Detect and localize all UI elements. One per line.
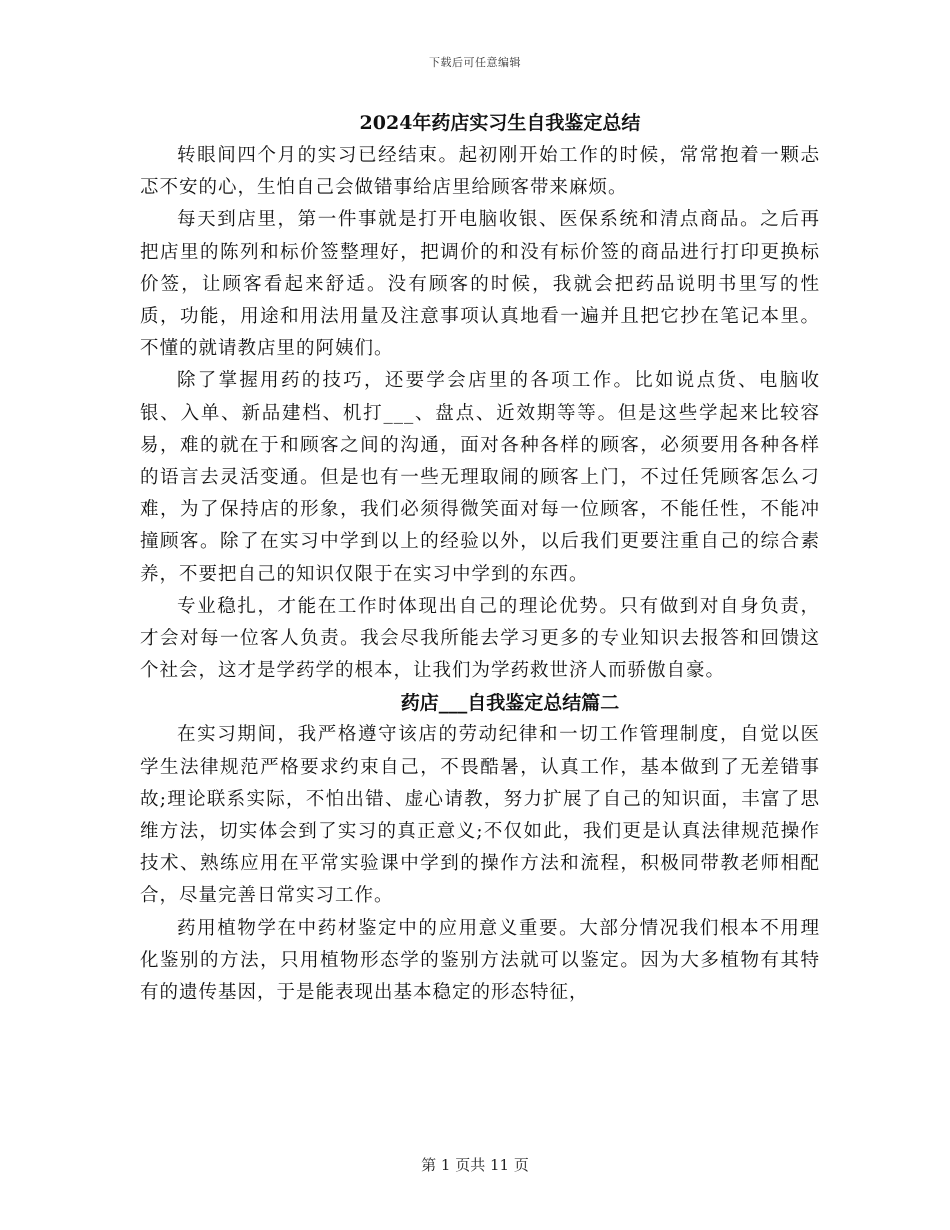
paragraph: 转眼间四个月的实习已经结束。起初刚开始工作的时候，常常抱着一颗忐忑不安的心，生怕自己会做错事给店里给顾客带来麻烦。 [140,145,820,199]
document-title: 2024年药店实习生自我鉴定总结 [359,112,641,134]
section-title: 药店___自我鉴定总结篇二 [400,692,620,715]
paragraph: 专业稳扎，才能在工作时体现出自己的理论优势。只有做到对自身负责，才会对每一位客人负责。我会尽我所能去学习更多的专业知识去报答和回馈这个社会，这才是学药学的根本，让我们为学药救世济人而骄傲自豪。 [140,595,820,682]
page-footer: 第 1 页共 11 页 [421,1156,529,1174]
paragraph: 每天到店里，第一件事就是打开电脑收银、医保系统和清点商品。之后再把店里的陈列和标价签整理好，把调价的和没有标价签的商品进行打印更换标价签，让顾客看起来舒适。没有顾客的时候，我就会把药品说明书里写的性质，功能，用途和用法用量及注意事项认真地看一遍并且把它抄在笔记本里。不懂的就请教店里的阿姨们。 [140,209,820,360]
paragraph: 在实习期间，我严格遵守该店的劳动纪律和一切工作管理制度，自觉以医学生法律规范严格要求约束自己，不畏酷暑，认真工作，基本做到了无差错事故;理论联系实际，不怕出错、虚心请教，努力扩展了自己的知识面，丰富了思维方法，切实体会到了实习的真正意义;不仅如此，我们更是认真法律规范操作技术、熟练应用在平常实验课中学到的操作方法和流程，积极同带教老师相配合，尽量完善日常实习工作。 [140,724,820,907]
document-body [140,106,820,1009]
header-note: 下载后可任意编辑 [429,56,521,69]
paragraph: 药用植物学在中药材鉴定中的应用意义重要。大部分情况我们根本不用理化鉴别的方法，只用植物形态学的鉴别方法就可以鉴定。因为大多植物有其特有的遗传基因，于是能表现出基本稳定的形态特征， [140,917,820,1004]
paragraph: 除了掌握用药的技巧，还要学会店里的各项工作。比如说点货、电脑收银、入单、新品建档、机打___、盘点、近效期等等。但是这些学起来比较容易，难的就在于和顾客之间的沟通，面对各种各样的顾客，必须要用各种各样的语言去灵活变通。但是也有一些无理取闹的顾客上门，不过任凭顾客怎么刁难，为了保持店的形象，我们必须得微笑面对每一位顾客，不能任性，不能冲撞顾客。除了在实习中学到以上的经验以外，以后我们更要注重自己的综合素养，不要把自己的知识仅限于在实习中学到的东西。 [140,370,820,585]
